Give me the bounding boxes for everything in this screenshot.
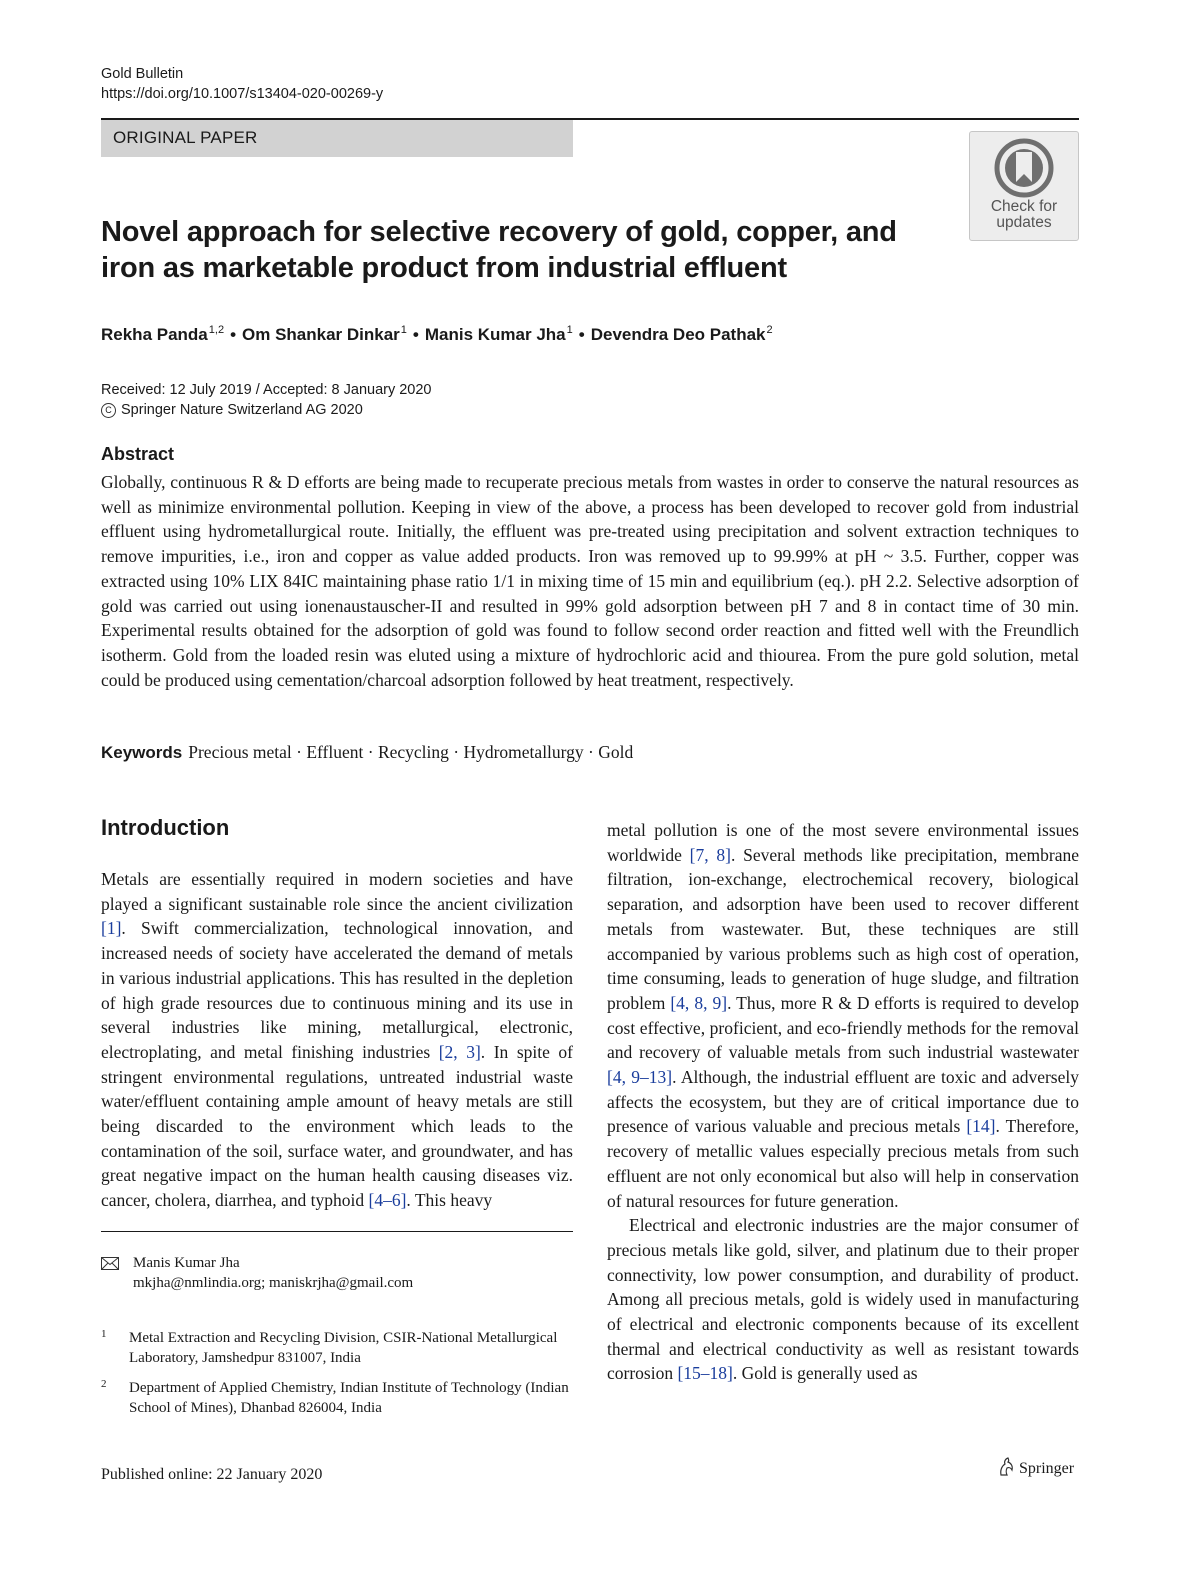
author-separator: •: [412, 325, 419, 344]
article-dates: [101, 380, 432, 420]
bookmark-icon: [994, 138, 1054, 198]
affiliation-text: Metal Extraction and Recycling Division, CSIR-National Metallurgical Laboratory, Jamshedpur 831007, India: [129, 1330, 558, 1366]
intro-paragraph: [101, 867, 573, 1213]
received-accepted: Received: 12 July 2019 / Accepted: 8 January 2020: [101, 382, 432, 398]
text-run: . Gold is generally used as: [732, 1363, 918, 1384]
doi-link[interactable]: https://doi.org/10.1007/s13404-020-00269-y: [101, 86, 384, 102]
author-name[interactable]: Manis Kumar Jha: [424, 325, 566, 344]
citation-link[interactable]: [7, 8]: [689, 844, 731, 865]
paper-title: Novel approach for selective recovery of gold, copper, and iron as marketable product from industrial effluent: [101, 216, 897, 284]
author-affiliation: 1: [400, 324, 407, 336]
author-name[interactable]: Rekha Panda: [101, 325, 208, 344]
author-name[interactable]: Devendra Deo Pathak: [590, 325, 766, 344]
intro-column-right: [607, 818, 1079, 1386]
intro-paragraph: [607, 818, 1079, 1213]
copyright-icon: C: [101, 403, 116, 418]
article-type-label: ORIGINAL PAPER: [113, 128, 258, 147]
text-run: metal pollution is one of the most severe environmental issues worldwide: [607, 820, 1079, 865]
journal-header: [101, 64, 383, 104]
publisher-name: Springer: [1019, 1460, 1075, 1477]
citation-link[interactable]: [14]: [966, 1116, 996, 1137]
affiliation-text: Department of Applied Chemistry, Indian Institute of Technology (Indian School of Mines), Dhanbad 826004, India: [129, 1380, 569, 1416]
author-affiliation: 2: [766, 324, 773, 336]
text-run: . This heavy: [406, 1190, 493, 1211]
text-run: . Although, the industrial effluent are toxic and adversely affects the ecosystem, but they are of critical importance due to presence of various valuable and precious metals: [607, 1067, 1079, 1137]
introduction-heading: Introduction: [101, 815, 230, 840]
citation-link[interactable]: [4, 9–13]: [607, 1067, 673, 1088]
envelope-icon: [101, 1257, 119, 1270]
text-run: . Several methods like precipitation, membrane filtration, ion-exchange, electrochemical recovery, biological separation, and adsorption have been used to recover different metals from wastewater. But, these techniques are still accompanied by various problems such as high cost of operation, time consuming, leads to generation of huge sludge, and filtration problem: [607, 844, 1079, 1013]
citation-link[interactable]: [15–18]: [677, 1363, 733, 1384]
text-run: . Thus, more R & D efforts is required to develop cost effective, proficient, and eco-friendly methods for the removal and recovery of valuable metals from such industrial wastewater: [607, 992, 1080, 1063]
text-run: . In spite of stringent environmental regulations, untreated industrial waste water/effluent containing ample amount of heavy metals are still being discarded to the environment which leads to the contamination of the soil, surface water, and groundwater, and has great negative impact on the human health causing diseases viz. cancer, cholera, diarrhea, and typhoid: [101, 1041, 574, 1211]
article-type-badge: [101, 120, 573, 157]
intro-paragraph: [607, 1213, 1079, 1386]
keywords: [101, 740, 633, 765]
footnote-rule: [101, 1231, 573, 1232]
abstract-text: Globally, continuous R & D efforts are being made to recuperate precious metals from wastes in order to conserve the natural resources as well as minimize environmental pollution. Keeping in view of the above, a process has been developed to recover gold from industrial effluent using hydrometallurgical route. Initially, the effluent was pre-treated using precipitation and solvent extraction techniques to remove impurities, i.e., iron and copper as value added products. Iron was removed up to 99.99% at pH ~ 3.5. Further, copper was extracted using 10% LIX 84IC maintaining phase ratio 1/1 in mixing time of 15 min and equilibrium (eq.). pH 2.2. Selective adsorption of gold was carried out using ionenaustauscher-II and resulted in 99% gold adsorption between pH 7 and 8 in contact time of 30 min. Experimental results obtained for the adsorption of gold was found to follow second order reaction and fitted well with the Freundlich isotherm. Gold from the loaded resin was eluted using a mixture of hydrochloric acid and thiourea. From the pure gold solution, metal could be produced using cementation/charcoal adsorption followed by heat treatment, respectively.: [101, 472, 1079, 690]
correspondence-email[interactable]: mkjha@nmlindia.org; maniskrjha@gmail.com: [133, 1275, 414, 1291]
author-separator: •: [578, 325, 585, 344]
copyright-line: [101, 400, 432, 420]
published-online: Published online: 22 January 2020: [101, 1466, 323, 1483]
keywords-label: Keywords: [101, 743, 183, 762]
updates-label: updates: [996, 214, 1052, 231]
footnote-number: 1: [101, 1328, 107, 1340]
text-run: . Therefore, recovery of metallic values especially precious metals from such effluent are not only economical but also will help in conservation of natural resources for future generation.: [607, 1116, 1080, 1211]
citation-link[interactable]: [2, 3]: [438, 1041, 481, 1062]
citation-link[interactable]: [4–6]: [368, 1190, 407, 1211]
check-for-updates-button[interactable]: [969, 131, 1079, 241]
author-list: [101, 318, 773, 347]
copyright-text: Springer Nature Switzerland AG 2020: [121, 402, 363, 418]
author-affiliation: 1,2: [208, 324, 225, 336]
author-affiliation: 1: [566, 324, 573, 336]
text-run: . Swift commercialization, technological innovation, and increased needs of society have accelerated the demand of metals in various industrial applications. This has resulted in the depletion of high grade resources due to continuous mining and its use in several industries like mining, metallurgical, electronic, electroplating, and metal finishing industries: [101, 918, 573, 1062]
text-run: Metals are essentially required in modern societies and have played a significant sustainable role since the ancient civilization: [101, 869, 573, 914]
correspondence-name: Manis Kumar Jha: [133, 1255, 240, 1271]
author-name[interactable]: Om Shankar Dinkar: [242, 325, 400, 344]
springer-horse-icon: [997, 1457, 1015, 1477]
check-for-label: Check for: [990, 198, 1058, 215]
footnote-number: 2: [101, 1378, 107, 1390]
text-run: Electrical and electronic industries are the major consumer of precious metals like gold, silver, and platinum due to their proper connectivity, low power consumption, and durability of product. Among all precious metals, gold is widely used in manufacturing of electrical and electronic components because of its excellent thermal and electrical conductivity as well as resistant towards corrosion: [607, 1215, 1079, 1384]
citation-link[interactable]: [4, 8, 9]: [670, 992, 728, 1013]
author-separator: •: [230, 325, 237, 344]
abstract-heading: Abstract: [101, 444, 175, 464]
keywords-list: Precious metal · Effluent · Recycling · Hydrometallurgy · Gold: [188, 742, 634, 762]
journal-name: Gold Bulletin: [101, 66, 184, 82]
citation-link[interactable]: [1]: [101, 918, 122, 939]
publisher-logo: [997, 1457, 1074, 1481]
intro-column-left: [101, 867, 573, 1213]
